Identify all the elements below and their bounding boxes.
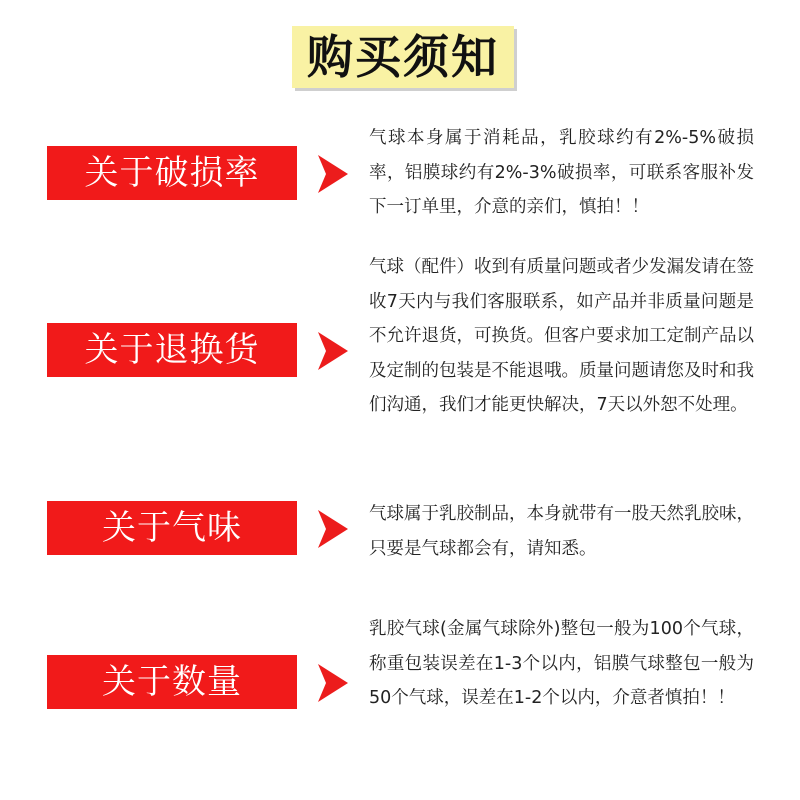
section-label-bar xyxy=(47,146,297,200)
section-label: 关于气味 xyxy=(102,508,242,548)
section-description: 气球本身属于消耗品，乳胶球约有2%-5%破损率，铝膜球约有2%-3%破损率，可联系客服补发下一订单里，介意的亲们，慎拍！！ xyxy=(369,128,754,217)
section-description: 气球属于乳胶制品，本身就带有一股天然乳胶味，只要是气球都会有，请知悉。 xyxy=(369,504,754,559)
section-description: 气球（配件）收到有质量问题或者少发漏发请在签收7天内与我们客服联系，如产品并非质量问题是不允许退货，可换货。但客户要求加工定制产品以及定制的包装是不能退哦。质量问题请您及时和我们沟通，我们才能更快解决，7天以外恕不处理。 xyxy=(369,257,754,415)
section-label: 关于数量 xyxy=(102,662,242,702)
section-label: 关于破损率 xyxy=(84,153,260,193)
section-label: 关于退换货 xyxy=(84,330,260,370)
section-label-bar xyxy=(47,501,297,555)
section-description: 乳胶气球(金属气球除外)整包一般为100个气球，称重包装误差在1-3个以内，铝膜气球整包一般为50个气球，误差在1-2个以内，介意者慎拍！！ xyxy=(369,619,754,708)
chevron-right-icon xyxy=(318,664,348,702)
chevron-right-icon xyxy=(318,332,348,370)
chevron-right-icon xyxy=(318,155,348,193)
title-banner xyxy=(292,26,514,88)
chevron-right-icon xyxy=(318,510,348,548)
section-label-bar xyxy=(47,323,297,377)
section-label-bar xyxy=(47,655,297,709)
page-title: 购买须知 xyxy=(307,30,499,84)
